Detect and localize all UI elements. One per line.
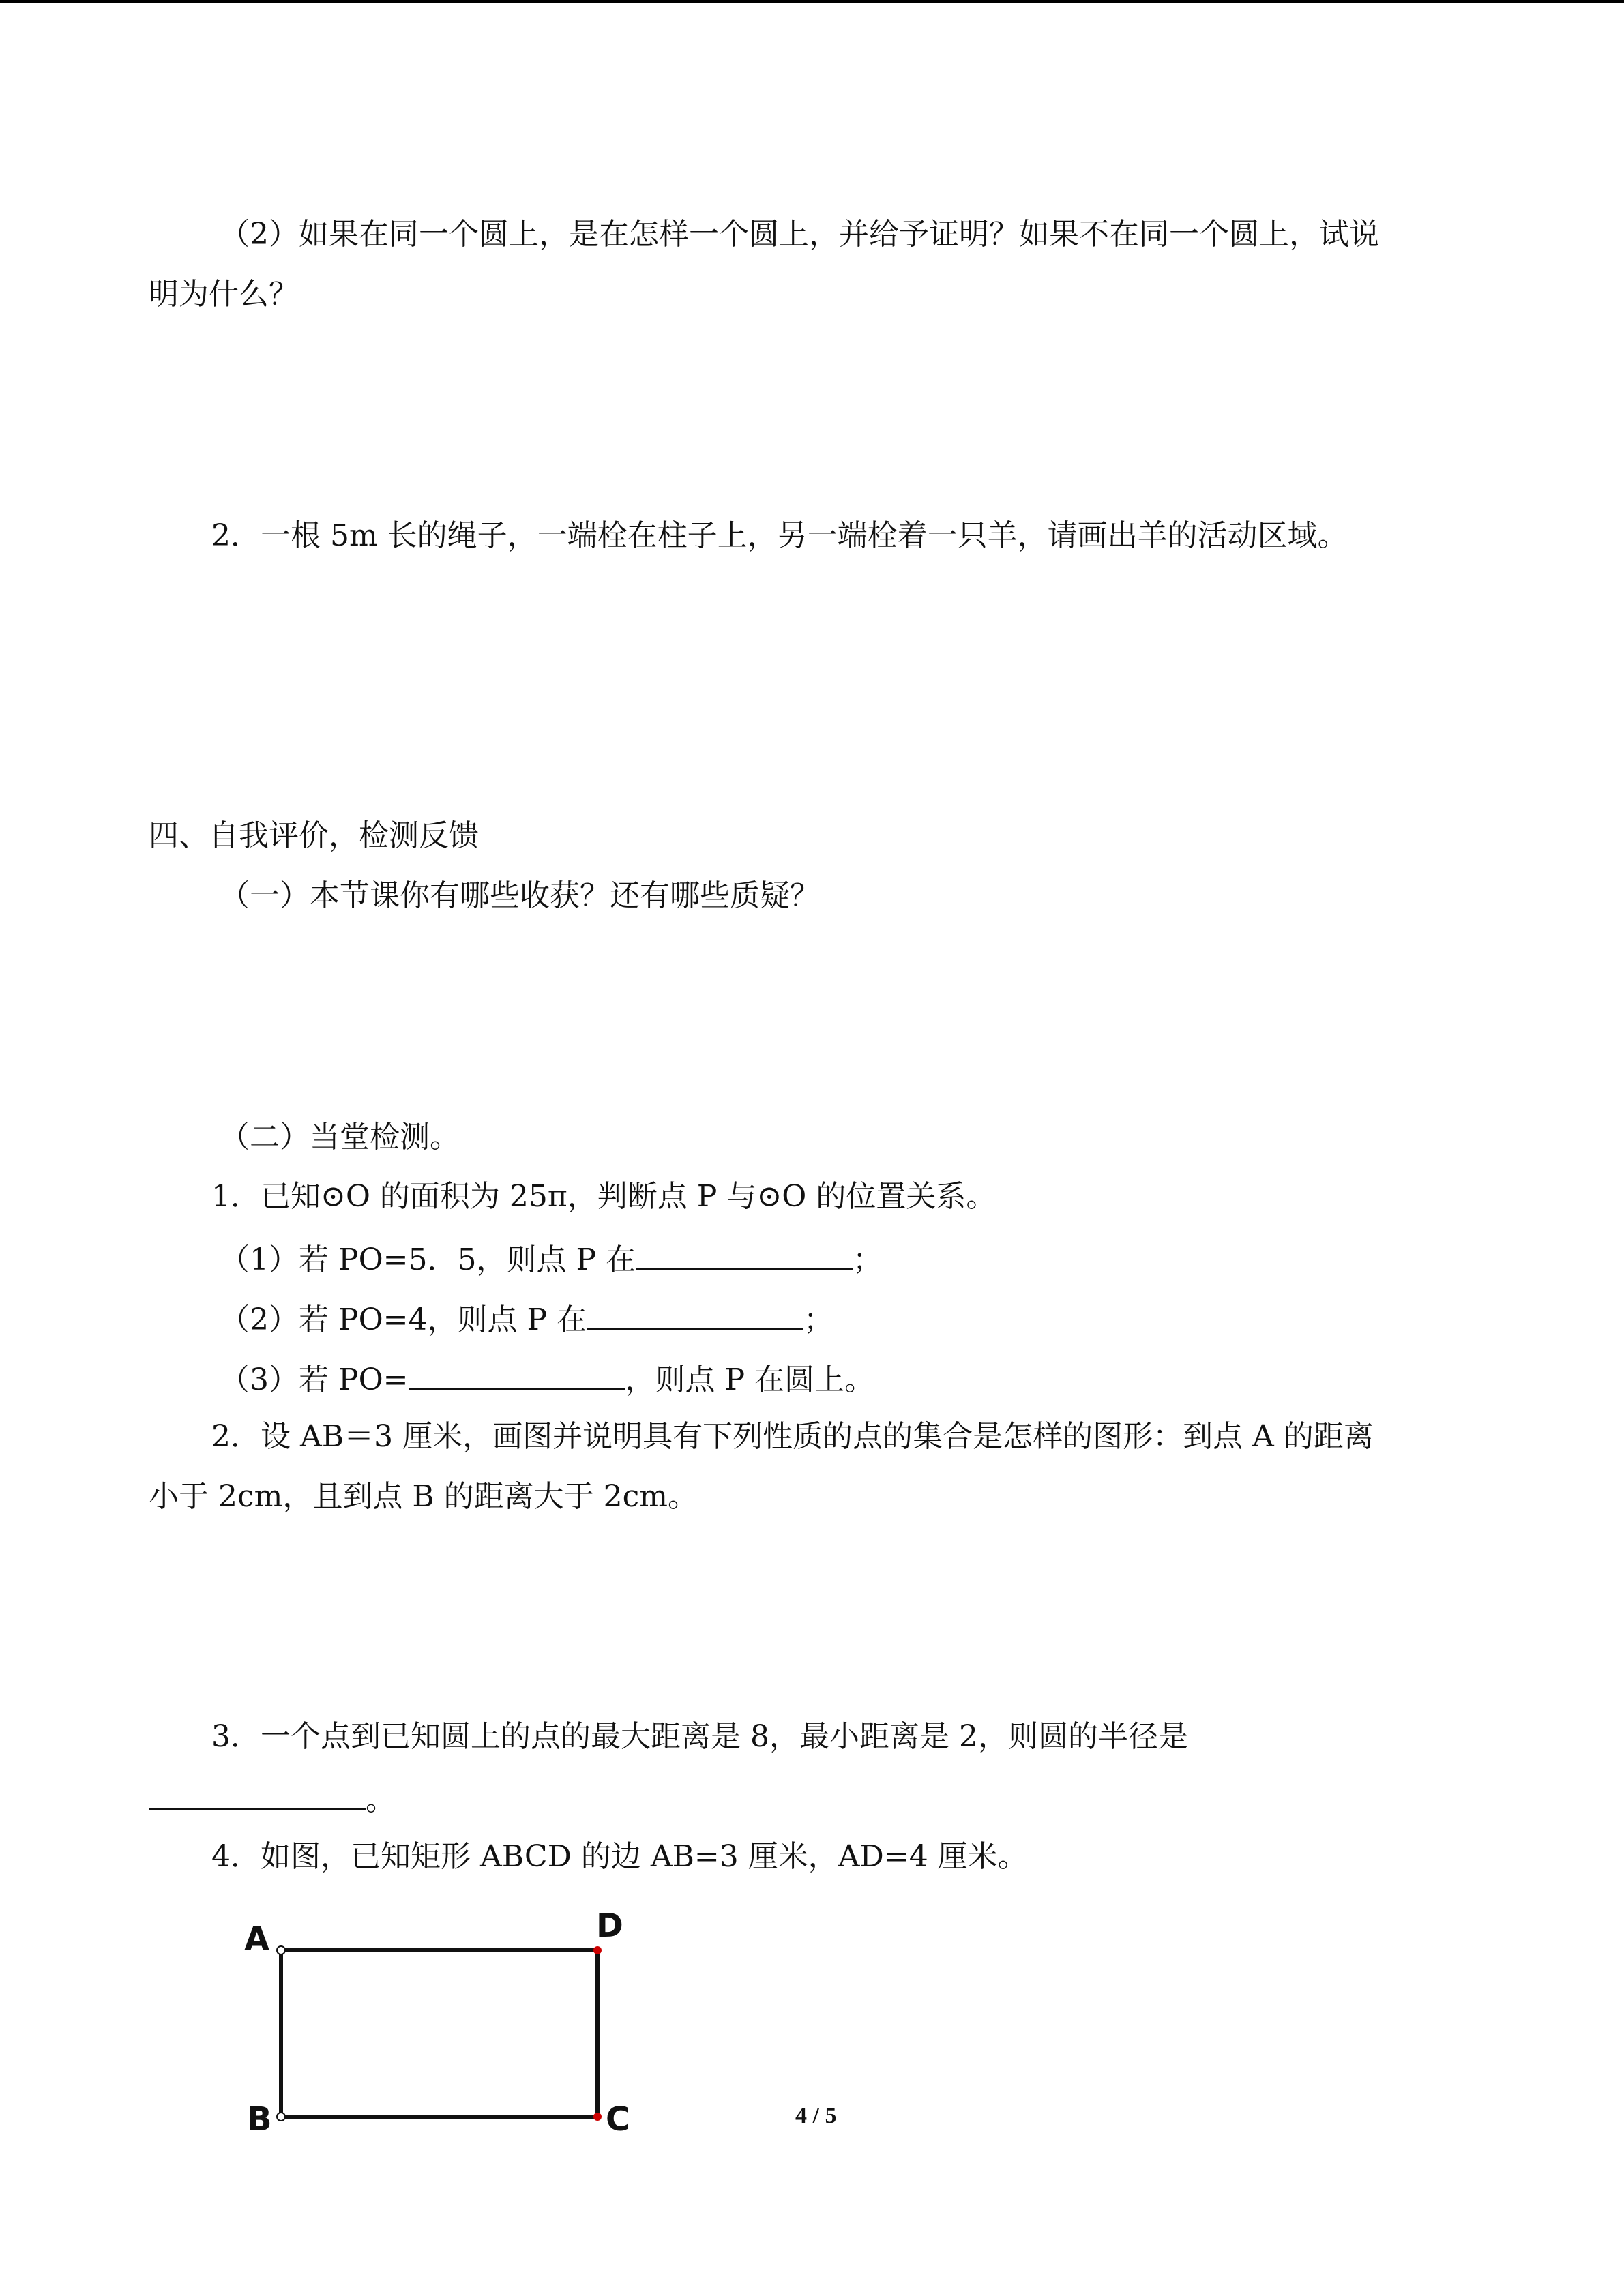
section4-sub2: （二）当堂检测。 [220,1120,460,1154]
test1-part3 [220,1358,874,1399]
answer-blank-1[interactable] [636,1238,853,1270]
label-d: D [596,1907,623,1945]
rectangle-abcd-figure [232,1903,655,2134]
answer-blank-4[interactable] [149,1778,366,1810]
vertex-d [593,1946,602,1954]
test1-part1-end: ； [853,1242,883,1277]
test2-line2: 小于 2cm，且到点 B 的距离大于 2cm。 [149,1479,698,1514]
section4-sub1: （一）本节课你有哪些收获？还有哪些质疑？ [220,878,820,913]
test3-line1: 3．一个点到已知圆上的点的最大距离是 8，最小距离是 2，则圆的半径是 [211,1719,1188,1754]
rope-question: 2．一根 5m 长的绳子，一端栓在柱子上，另一端栓着一只羊，请画出羊的活动区域。 [211,518,1348,553]
q2-part2-line1: （2）如果在同一个圆上，是在怎样一个圆上，并给予证明？如果不在同一个圆上，试说 [220,217,1379,252]
vertex-c [593,2113,602,2121]
test2-line1: 2．设 AB＝3 厘米，画图并说明具有下列性质的点的集合是怎样的图形：到点 A 的距离 [211,1419,1374,1454]
answer-blank-3[interactable] [409,1358,625,1390]
test1-part2-text: （2）若 PO=4，则点 P 在 [220,1302,587,1337]
answer-blank-2[interactable] [587,1298,803,1330]
test3-line2 [149,1778,396,1819]
test1-part2 [220,1298,833,1339]
page-number: 4 / 5 [795,2103,837,2128]
test1-part1-text: （1）若 PO=5．5，则点 P 在 [220,1242,636,1277]
vertex-a [277,1946,285,1954]
test4-line: 4．如图，已知矩形 ABCD 的边 AB=3 厘米，AD=4 厘米。 [211,1839,1028,1874]
section4-title: 四、自我评价，检测反馈 [149,818,479,853]
test1-part1 [220,1238,883,1279]
test1-part3-text: （3）若 PO= [220,1362,409,1397]
test1-stem: 1．已知⊙O 的面积为 25π，判断点 P 与⊙O 的位置关系。 [211,1179,996,1214]
label-c: C [606,2100,630,2134]
test3-line2-end: 。 [366,1783,396,1817]
rectangle-abcd [281,1950,597,2117]
label-a: A [244,1920,270,1958]
q2-part2-line2: 明为什么？ [149,277,299,312]
test1-part2-end: ； [803,1302,834,1337]
page-top-border [0,0,1624,3]
vertex-b [277,2113,285,2121]
label-b: B [247,2100,272,2134]
test1-part3-end: ，则点 P 在圆上。 [625,1362,875,1397]
